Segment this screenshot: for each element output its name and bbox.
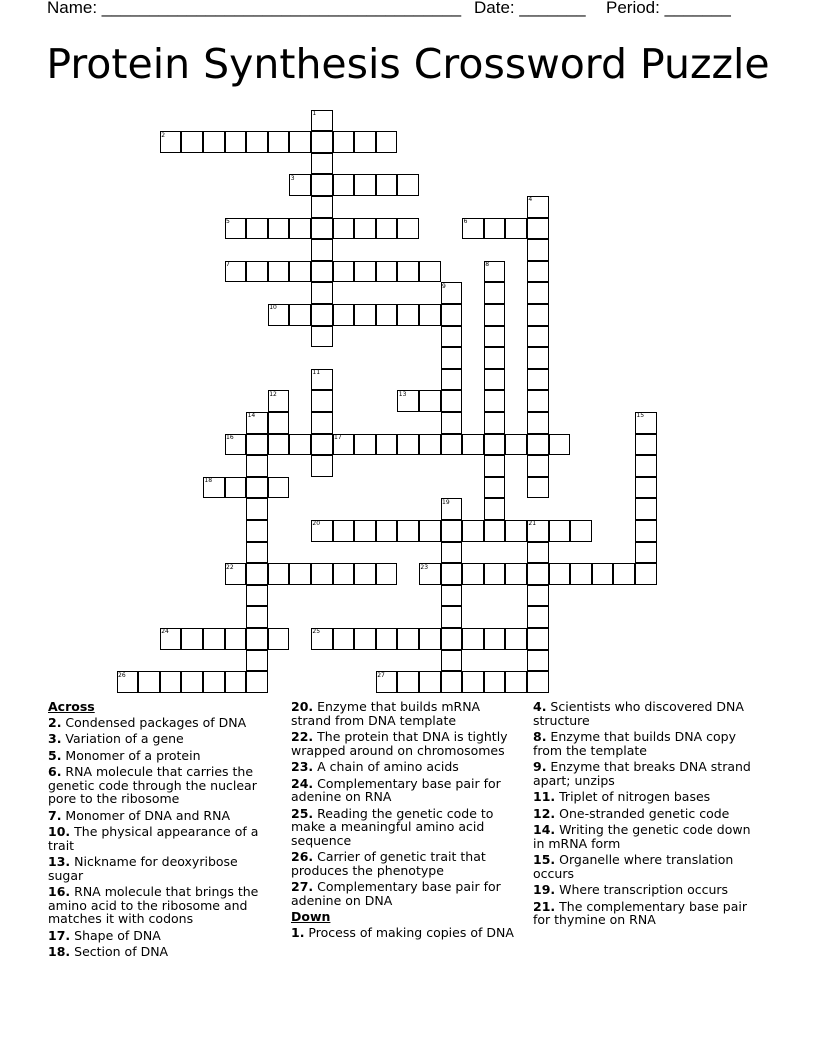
grid-cell[interactable] [289,304,311,326]
clue-item [533,760,765,787]
grid-cell[interactable] [289,131,311,153]
grid-cell[interactable] [441,369,463,391]
grid-cell[interactable] [376,131,398,153]
clue-number: 16. [48,884,71,899]
grid-cell[interactable] [246,520,268,542]
clue-number-label: 19 [442,498,450,506]
clue-number-label: 17 [334,434,342,441]
clue-text: Enzyme that breaks DNA strand apart; unzips [533,759,751,788]
grid-cell[interactable] [484,563,506,585]
grid-cell[interactable] [311,174,333,196]
clue-number: 14. [533,822,556,837]
grid-cell[interactable] [441,304,463,326]
clue-text: Complementary base pair for adenine on RNA [291,775,501,804]
clue-item [291,807,523,848]
clue-number: 13. [48,854,71,869]
clue-text: Section of DNA [70,944,169,959]
clue-item [48,765,276,806]
grid-cell[interactable] [311,196,333,218]
clue-item [48,945,276,959]
grid-cell[interactable] [419,520,441,542]
clue-number: 11. [533,789,556,804]
grid-cell[interactable] [419,390,441,412]
grid-cell[interactable] [419,304,441,326]
grid-cell[interactable] [484,498,506,520]
grid-cell[interactable] [484,477,506,499]
grid-cell[interactable] [635,455,657,477]
clue-number: 10. [48,824,71,839]
clue-number-label: 6 [463,218,468,225]
grid-cell[interactable] [354,434,376,456]
grid-cell[interactable] [441,434,463,456]
clue-number-label: 11 [312,369,321,377]
grid-cell[interactable] [570,563,592,585]
clue-number-label: 21 [528,520,537,528]
grid-cell[interactable] [527,434,549,456]
grid-cell[interactable] [311,455,333,477]
grid-cell[interactable] [354,174,376,196]
clue-number: 5. [48,747,62,763]
clue-item [48,732,276,746]
clue-number: 9. [533,759,547,774]
grid-cell[interactable] [246,606,268,628]
grid-cell[interactable] [527,606,549,628]
period-field-label[interactable]: Period: _______ [606,0,731,17]
clue-text: RNA molecule that brings the amino acid to the ribosome and matches it with codons [48,884,259,926]
clue-column-3 [533,700,765,930]
grid-cell[interactable] [203,628,225,650]
grid-cell[interactable] [333,261,355,283]
clue-number-label: 7 [226,261,230,269]
clue-number: 2. [48,714,62,730]
grid-cell[interactable] [527,282,549,304]
grid-cell[interactable] [354,304,376,326]
grid-cell[interactable] [527,563,549,585]
grid-cell[interactable] [268,477,290,499]
clue-number-label: 20 [312,520,321,528]
grid-cell[interactable] [268,563,290,585]
grid-cell[interactable] [462,563,484,585]
grid-cell[interactable] [289,261,311,283]
grid-cell[interactable] [419,434,441,456]
clue-number: 12. [533,805,556,821]
grid-cell[interactable] [527,369,549,391]
grid-cell[interactable] [441,628,463,650]
grid-cell[interactable] [311,326,333,348]
clue-text: Variation of a gene [61,731,184,746]
grid-cell[interactable] [635,520,657,542]
grid-cell[interactable] [354,218,376,240]
clue-text: The complementary base pair for thymine on RNA [533,898,747,927]
grid-cell[interactable] [311,412,333,434]
clue-item [48,885,276,926]
grid-cell[interactable] [376,218,398,240]
grid-cell[interactable] [484,347,506,369]
clue-column-1 [48,700,276,962]
grid-cell[interactable] [246,542,268,564]
grid-cell[interactable] [225,628,247,650]
clue-item [533,730,765,757]
grid-cell[interactable] [635,434,657,456]
grid-cell[interactable] [419,261,441,283]
page-title: Protein Synthesis Crossword Puzzle [46,40,770,88]
grid-cell[interactable] [462,671,484,693]
clue-number-label: 23 [420,563,429,571]
grid-cell[interactable] [311,282,333,304]
clue-number-label: 27 [377,671,385,679]
grid-cell[interactable] [376,434,398,456]
grid-cell[interactable] [397,218,419,240]
clue-number: 25. [291,805,314,821]
grid-cell[interactable] [181,628,203,650]
grid-cell[interactable] [527,218,549,240]
clue-text: Monomer of DNA and RNA [61,807,231,823]
grid-cell[interactable] [570,520,592,542]
grid-cell[interactable] [505,434,527,456]
grid-cell[interactable] [635,498,657,520]
clue-number-label: 25 [312,628,321,636]
grid-cell[interactable] [549,520,571,542]
clue-text: Condensed packages of DNA [61,714,247,730]
clue-number: 27. [291,879,314,894]
grid-cell[interactable] [527,239,549,261]
grid-cell[interactable] [613,563,635,585]
grid-cell[interactable] [397,304,419,326]
clue-text: Monomer of a protein [61,747,201,763]
grid-cell[interactable] [635,477,657,499]
clue-number-label: 4 [528,196,533,204]
clue-number: 19. [533,882,556,897]
clue-number: 20. [291,699,314,714]
clue-number-label: 9 [442,282,446,290]
grid-cell[interactable] [484,455,506,477]
clue-number-label: 8 [485,261,490,269]
grid-cell[interactable] [397,520,419,542]
clue-text: Carrier of genetic trait that produces the phenotype [291,849,486,878]
clue-number-label: 2 [161,131,166,139]
clue-item [533,853,765,880]
name-field-label[interactable]: Name: ______________________________________ [47,0,462,17]
clue-number: 18. [48,944,71,959]
clue-number: 6. [48,764,62,779]
clue-number-label: 26 [118,671,126,679]
grid-cell[interactable] [225,477,247,499]
grid-cell[interactable] [376,261,398,283]
grid-cell[interactable] [181,131,203,153]
clue-number-label: 1 [312,110,317,117]
grid-cell[interactable] [333,520,355,542]
grid-cell[interactable] [527,347,549,369]
grid-cell[interactable] [441,520,463,542]
clue-number-label: 22 [226,563,234,571]
grid-cell[interactable] [333,304,355,326]
grid-cell[interactable] [376,520,398,542]
grid-cell[interactable] [268,131,290,153]
clue-text: A chain of amino acids [313,759,459,774]
grid-cell[interactable] [225,671,247,693]
clue-item [291,700,523,727]
grid-cell[interactable] [527,390,549,412]
clue-item [533,900,765,927]
grid-cell[interactable] [505,520,527,542]
clue-number: 26. [291,849,314,864]
grid-cell[interactable] [527,326,549,348]
clue-text: Shape of DNA [70,927,161,943]
clue-text: Scientists who discovered DNA structure [533,699,744,728]
grid-cell[interactable] [505,628,527,650]
grid-cell[interactable] [441,563,463,585]
grid-cell[interactable] [484,390,506,412]
clue-section-heading: Down [291,909,331,924]
grid-cell[interactable] [484,326,506,348]
grid-cell[interactable] [549,434,571,456]
grid-cell[interactable] [333,628,355,650]
clue-number-label: 24 [161,628,169,636]
clue-text: Enzyme that builds DNA copy from the template [533,729,736,758]
clue-text: RNA molecule that carries the genetic code through the nuclear pore to the ribosome [48,764,257,806]
grid-cell[interactable] [246,477,268,499]
clue-item [533,700,765,727]
clue-number: 7. [48,807,62,823]
grid-cell[interactable] [505,563,527,585]
grid-cell[interactable] [484,304,506,326]
clue-text: Complementary base pair for adenine on DNA [291,879,501,908]
clue-text: Where transcription occurs [555,882,729,897]
clue-item [291,926,523,940]
clue-column-2 [291,700,523,942]
clue-item [48,749,276,763]
grid-cell[interactable] [333,563,355,585]
grid-cell[interactable] [138,671,160,693]
grid-cell[interactable] [441,671,463,693]
clue-number: 1. [291,924,305,940]
grid-cell[interactable] [246,563,268,585]
grid-cell[interactable] [311,239,333,261]
grid-cell[interactable] [441,412,463,434]
date-field-label[interactable]: Date: _______ [474,0,586,17]
grid-cell[interactable] [246,131,268,153]
grid-cell[interactable] [311,218,333,240]
clue-number-label: 3 [290,174,295,182]
clue-section-heading: Across [48,699,95,714]
grid-cell[interactable] [311,434,333,456]
clue-number: 22. [291,729,314,744]
grid-cell[interactable] [527,585,549,607]
clue-text: Process of making copies of DNA [304,924,514,940]
clue-item [533,823,765,850]
grid-cell[interactable] [268,218,290,240]
grid-cell[interactable] [376,174,398,196]
grid-cell[interactable] [289,434,311,456]
clue-item [291,777,523,804]
grid-cell[interactable] [505,671,527,693]
grid-cell[interactable] [527,477,549,499]
clue-number: 17. [48,927,71,943]
grid-cell[interactable] [462,520,484,542]
grid-cell[interactable] [419,628,441,650]
grid-cell[interactable] [311,131,333,153]
clue-number: 4. [533,699,547,714]
grid-cell[interactable] [246,261,268,283]
grid-cell[interactable] [268,261,290,283]
grid-cell[interactable] [246,218,268,240]
clue-number-label: 16 [226,434,234,441]
grid-cell[interactable] [441,585,463,607]
clue-item [533,883,765,897]
clue-item [291,850,523,877]
grid-cell[interactable] [311,390,333,412]
clue-number: 24. [291,775,314,791]
grid-cell[interactable] [527,650,549,672]
grid-cell[interactable] [376,563,398,585]
grid-cell[interactable] [397,174,419,196]
clue-number: 23. [291,759,314,774]
grid-cell[interactable] [376,304,398,326]
clue-text: Triplet of nitrogen bases [555,789,711,804]
grid-cell[interactable] [484,671,506,693]
grid-cell[interactable] [268,434,290,456]
grid-cell[interactable] [484,412,506,434]
clue-number-label: 12 [269,390,277,398]
grid-cell[interactable] [592,563,614,585]
grid-cell[interactable] [225,131,247,153]
grid-cell[interactable] [549,563,571,585]
clue-text: Enzyme that builds mRNA strand from DNA template [291,699,481,728]
clue-item [48,716,276,730]
grid-cell[interactable] [441,542,463,564]
grid-cell[interactable] [246,434,268,456]
grid-cell[interactable] [527,542,549,564]
grid-cell[interactable] [376,628,398,650]
clue-number-label: 10 [269,304,277,312]
grid-cell[interactable] [484,434,506,456]
grid-cell[interactable] [289,563,311,585]
grid-cell[interactable] [354,563,376,585]
grid-cell[interactable] [527,304,549,326]
grid-cell[interactable] [354,628,376,650]
grid-cell[interactable] [419,671,441,693]
grid-cell[interactable] [246,671,268,693]
grid-cell[interactable] [246,585,268,607]
grid-cell[interactable] [527,671,549,693]
clue-text: Reading the genetic code to make a meaningful amino acid sequence [291,805,494,848]
grid-cell[interactable] [527,261,549,283]
grid-cell[interactable] [333,131,355,153]
grid-cell[interactable] [462,434,484,456]
clue-number: 21. [533,898,556,914]
grid-cell[interactable] [246,628,268,650]
grid-cell[interactable] [635,563,657,585]
grid-cell[interactable] [289,218,311,240]
grid-cell[interactable] [354,520,376,542]
clue-number: 15. [533,852,556,867]
grid-cell[interactable] [441,650,463,672]
grid-cell[interactable] [441,326,463,348]
grid-cell[interactable] [527,628,549,650]
grid-cell[interactable] [441,606,463,628]
grid-cell[interactable] [311,304,333,326]
grid-cell[interactable] [527,412,549,434]
clue-text: One-stranded genetic code [555,805,730,821]
clue-item [48,855,276,882]
clue-item [533,790,765,804]
grid-cell[interactable] [354,261,376,283]
grid-cell[interactable] [268,412,290,434]
grid-cell[interactable] [160,671,182,693]
grid-cell[interactable] [484,218,506,240]
grid-cell[interactable] [397,434,419,456]
clue-number-label: 5 [226,218,230,225]
grid-cell[interactable] [397,671,419,693]
clue-text: Organelle where translation occurs [533,852,734,881]
clue-number: 8. [533,729,547,744]
grid-cell[interactable] [203,131,225,153]
clue-text: The protein that DNA is tightly wrapped around on chromosomes [291,729,508,758]
grid-cell[interactable] [203,671,225,693]
grid-cell[interactable] [181,671,203,693]
clue-text: Nickname for deoxyribose sugar [48,854,238,883]
clue-number-label: 18 [204,477,213,485]
grid-cell[interactable] [311,261,333,283]
grid-cell[interactable] [441,347,463,369]
grid-cell[interactable] [268,628,290,650]
clue-number-label: 15 [636,412,645,420]
clue-item [291,760,523,774]
clue-number-label: 14 [247,412,256,420]
grid-cell[interactable] [311,153,333,175]
grid-cell[interactable] [246,455,268,477]
grid-cell[interactable] [484,282,506,304]
clue-item [48,929,276,943]
clue-item [291,880,523,907]
grid-cell[interactable] [441,390,463,412]
clue-item [291,730,523,757]
clue-text: Writing the genetic code down in mRNA form [533,822,751,851]
grid-cell[interactable] [462,628,484,650]
clue-number-label: 13 [398,390,407,398]
grid-cell[interactable] [505,218,527,240]
clue-number: 3. [48,731,62,746]
clue-item [48,825,276,852]
grid-cell[interactable] [484,628,506,650]
grid-cell[interactable] [246,650,268,672]
grid-cell[interactable] [397,628,419,650]
grid-cell[interactable] [484,369,506,391]
clue-item [48,809,276,823]
grid-cell[interactable] [246,498,268,520]
grid-cell[interactable] [354,131,376,153]
grid-cell[interactable] [333,218,355,240]
clue-item [533,807,765,821]
grid-cell[interactable] [311,563,333,585]
grid-cell[interactable] [484,520,506,542]
grid-cell[interactable] [635,542,657,564]
grid-cell[interactable] [333,174,355,196]
grid-cell[interactable] [397,261,419,283]
grid-cell[interactable] [527,455,549,477]
clue-text: The physical appearance of a trait [48,824,259,853]
